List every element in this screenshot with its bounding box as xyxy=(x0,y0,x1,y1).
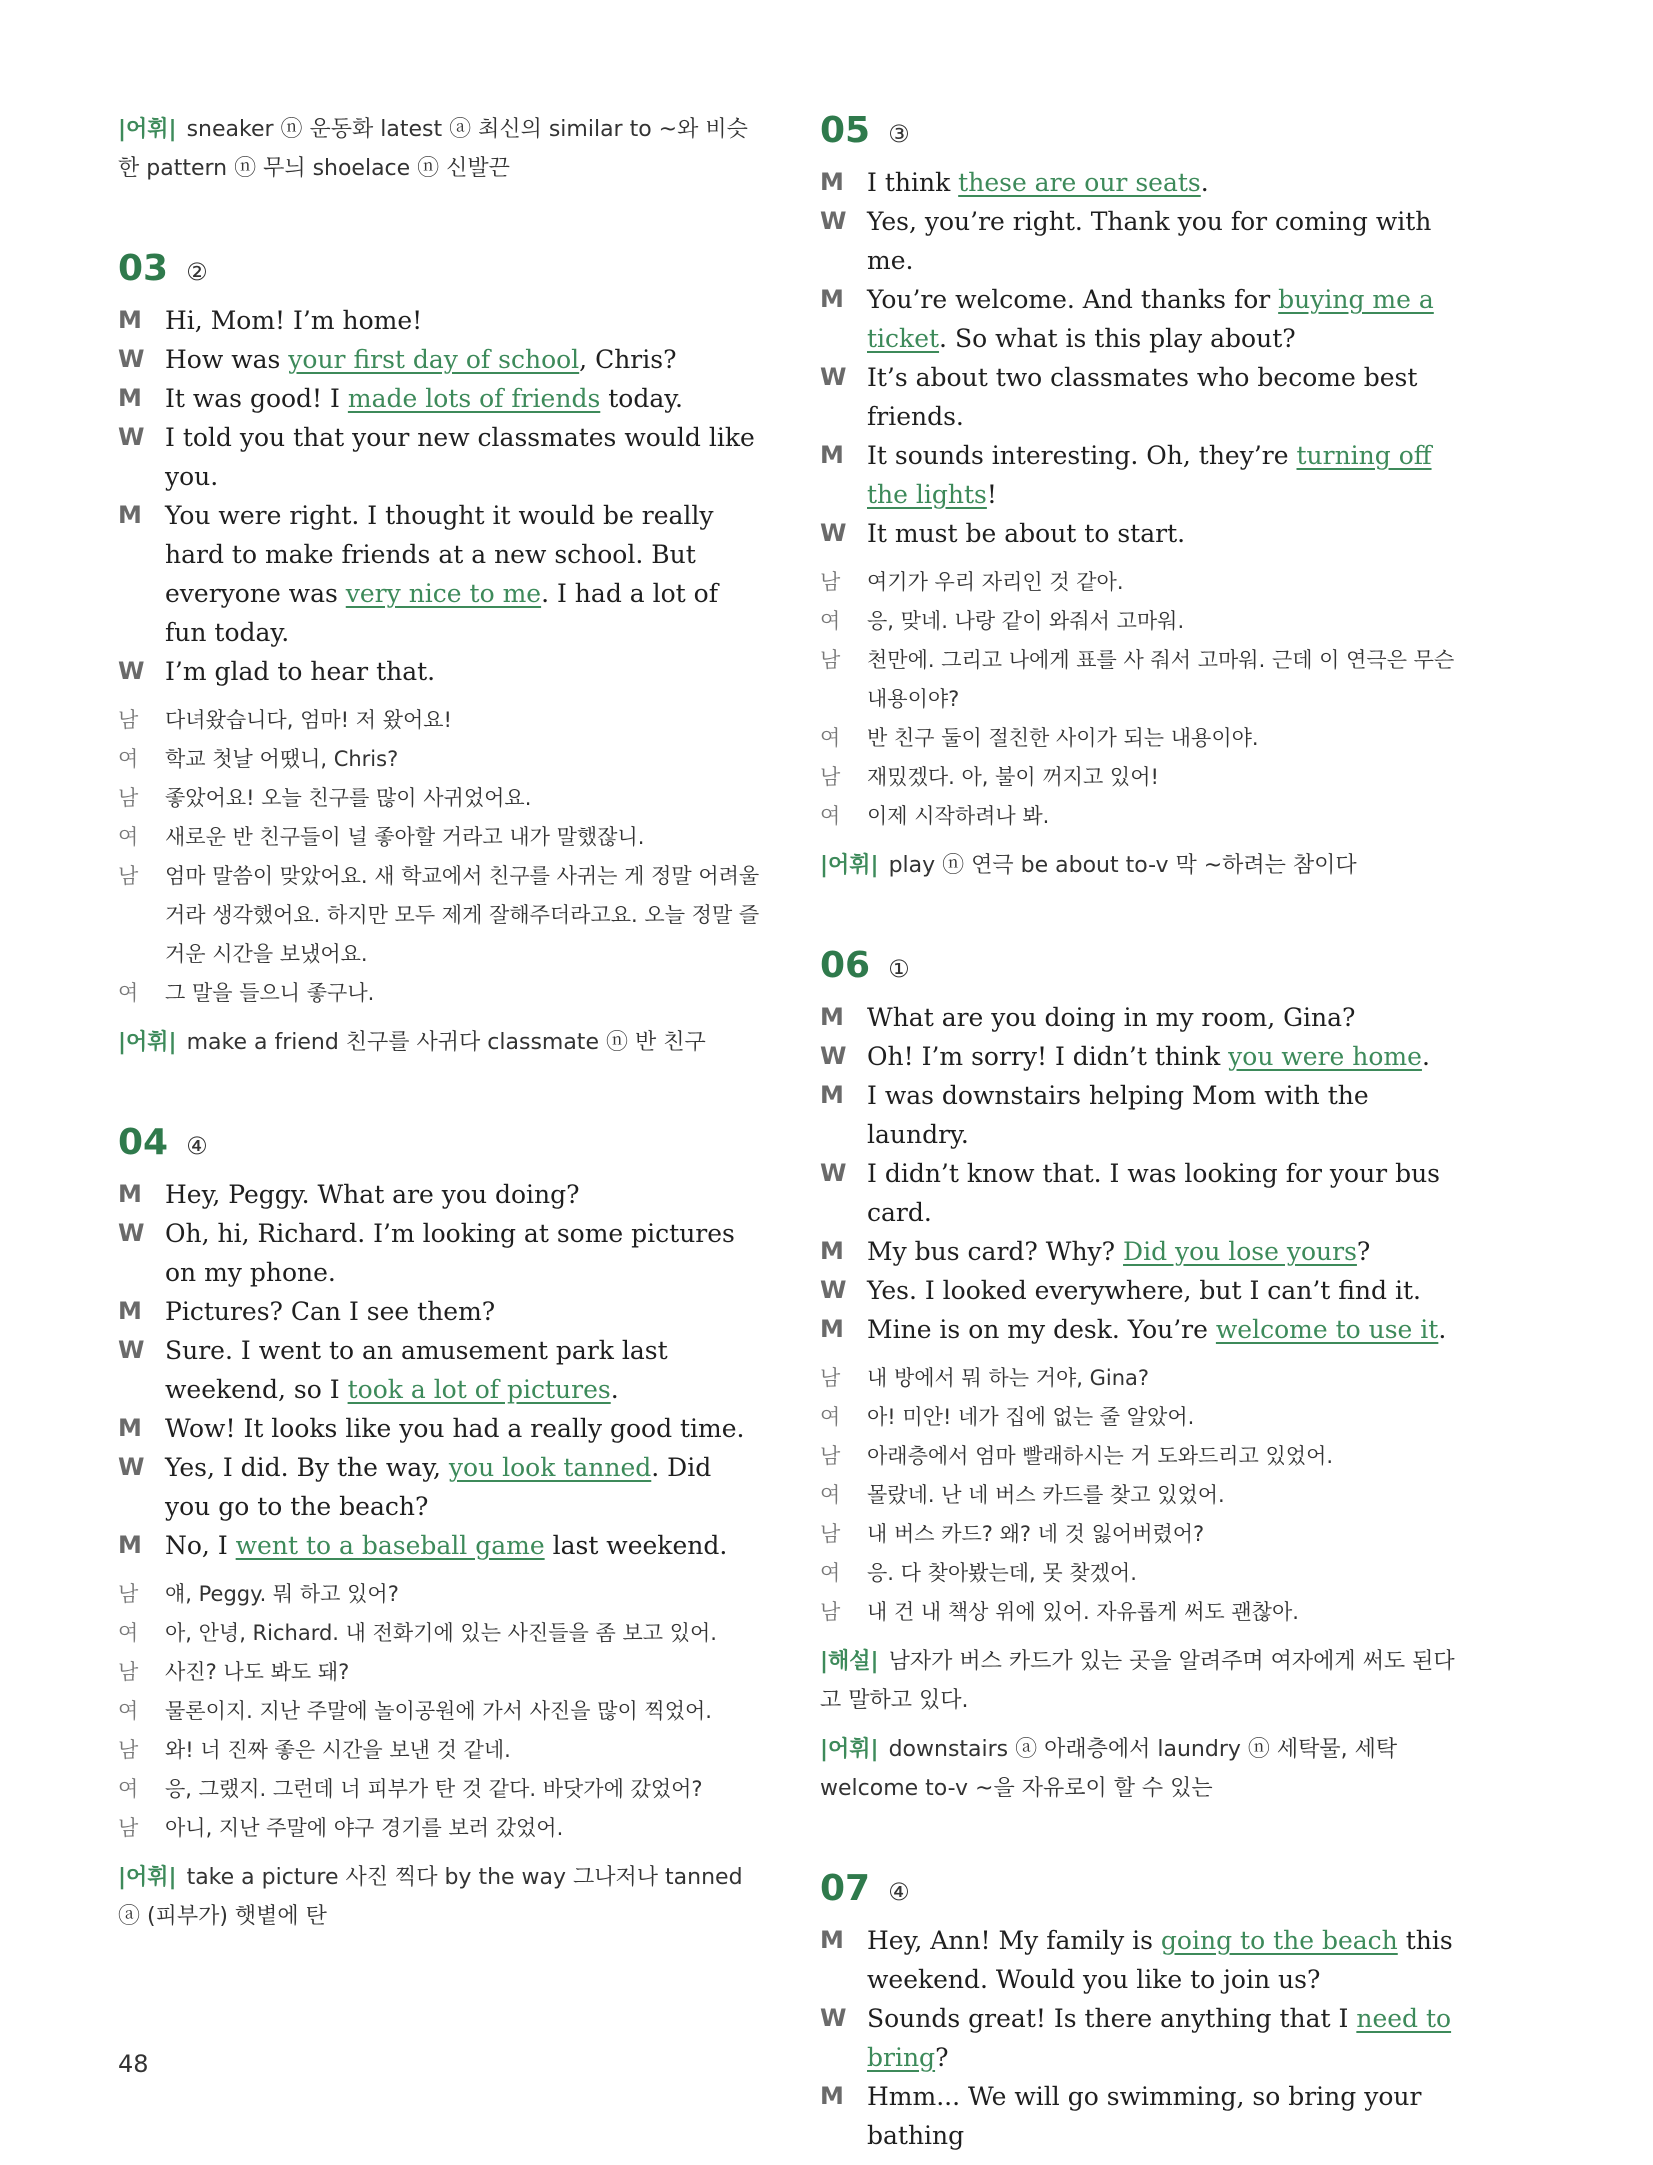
question-number: 05 xyxy=(820,110,871,151)
answer-mark: ④ xyxy=(888,1878,910,1906)
question-number: 06 xyxy=(820,945,871,986)
answer-highlight: going to the beach xyxy=(1160,1926,1398,1955)
korean-translation: 남 내 방에서 뭐 하는 거야, Gina? 여 아! 미안! 네가 집에 없는 줄 알았어. 남 아래층에서 엄마 빨래하시는 거 도와드리고 있었어. 여 몰랐네. 난 네 버스 카드를 찾고 있었어. 남 내 버스 카드? 왜? 네 것 잃어버렸어? 여 응. 다 찾아봤는데, 못 찾겠어. 남 내 건 내 책상 위에 있어. 자유롭게 써도 괜찮아. xyxy=(820,1366,1334,1624)
dialogue-line: W Yes. I looked everywhere, but I can’t find it. xyxy=(820,1276,1421,1305)
answer-highlight: buying me a ticket xyxy=(867,285,1434,353)
dialogue-line: M Hmm... We will go swimming, so bring your bathing xyxy=(820,2082,1422,2150)
dialogue-line: W It must be about to start. xyxy=(820,519,1186,548)
answer-highlight: you look tanned xyxy=(448,1453,652,1482)
answer-mark: ① xyxy=(888,955,910,983)
dialogue-line: M I think these are our seats. xyxy=(820,168,1209,197)
dialogue-line: W How was your first day of school, Chris? xyxy=(118,345,677,374)
answer-highlight: made lots of friends xyxy=(347,384,601,413)
dialogue-line: M My bus card? Why? Did you lose yours? xyxy=(820,1237,1371,1266)
dialogue-line: M You were right. I thought it would be really hard to make friends at a new school. But everyone was very nice to me. I had a lot of fun today. xyxy=(118,501,718,647)
dialogue-line: W It’s about two classmates who become best friends. xyxy=(820,363,1418,431)
section-header xyxy=(118,248,763,289)
dialogue-line: W Yes, you’re right. Thank you for coming with me. xyxy=(820,207,1432,275)
section-05 xyxy=(820,110,1470,885)
vocab-note: |어휘| downstairs ⓐ 아래층에서 laundry ⓝ 세탁물, 세탁 welcome to-v ~을 자유로이 할 수 있는 xyxy=(820,1737,1398,1801)
question-number: 04 xyxy=(118,1122,169,1163)
dialogue-line: W Oh, hi, Richard. I’m looking at some pictures on my phone. xyxy=(118,1219,735,1287)
dialogue-line: M What are you doing in my room, Gina? xyxy=(820,1003,1356,1032)
answer-mark: ② xyxy=(186,258,208,286)
dialogue-line: M Hey, Peggy. What are you doing? xyxy=(118,1180,580,1209)
vocab-note: |어휘| make a friend 친구를 사귀다 classmate ⓝ 반 친구 xyxy=(118,1030,706,1055)
dialogue-line: W Yes, I did. By the way, you look tanned. Did you go to the beach? xyxy=(118,1453,712,1521)
section-header xyxy=(820,945,1470,986)
answer-highlight: you were home xyxy=(1228,1042,1422,1071)
vocab-note: |어휘| play ⓝ 연극 be about to-v 막 ~하려는 참이다 xyxy=(820,853,1357,878)
right-column xyxy=(820,110,1470,2155)
answer-highlight: took a lot of pictures xyxy=(347,1375,611,1404)
section-header xyxy=(118,1122,763,1163)
vocab-note: |어휘| take a picture 사진 찍다 by the way 그나저나 tanned ⓐ (피부가) 햇볕에 탄 xyxy=(118,1865,743,1929)
dialogue-line: M Mine is on my desk. You’re welcome to use it. xyxy=(820,1315,1447,1344)
answer-highlight: went to a baseball game xyxy=(235,1531,545,1560)
answer-highlight: turning off the lights xyxy=(867,441,1432,509)
answer-highlight: very nice to me xyxy=(345,579,542,608)
section-header xyxy=(820,110,1470,151)
dialogue-line: M It was good! I made lots of friends today. xyxy=(118,384,683,413)
dialogue-line: W I told you that your new classmates would like you. xyxy=(118,423,755,491)
section-07 xyxy=(820,1868,1470,2155)
answer-highlight: welcome to use it xyxy=(1215,1315,1439,1344)
dialogue-line: M I was downstairs helping Mom with the laundry. xyxy=(820,1081,1369,1149)
dialogue-line: M It sounds interesting. Oh, they’re turning off the lights! xyxy=(820,441,1432,509)
vocab-note-02: |어휘| sneaker ⓝ 운동화 latest ⓐ 최신의 similar to ~와 비슷한 pattern ⓝ 무늬 shoelace ⓝ 신발끈 xyxy=(118,117,748,181)
section-04 xyxy=(118,1122,763,1936)
dialogue-line: M Pictures? Can I see them? xyxy=(118,1297,496,1326)
answer-highlight: your first day of school xyxy=(288,345,580,374)
section-header xyxy=(820,1868,1470,1909)
answer-highlight: need to bring xyxy=(867,2004,1452,2072)
answer-highlight: these are our seats xyxy=(958,168,1201,197)
answer-highlight: Did you lose yours xyxy=(1123,1237,1357,1266)
dialogue-line: W Sounds great! Is there anything that I need to bring? xyxy=(820,2004,1452,2072)
answer-mark: ④ xyxy=(186,1132,208,1160)
dialogue-line: M Hi, Mom! I’m home! xyxy=(118,306,423,335)
question-number: 07 xyxy=(820,1868,871,1909)
section-06 xyxy=(820,945,1470,1808)
dialogue-line: M No, I went to a baseball game last weekend. xyxy=(118,1531,728,1560)
dialogue-line: W I didn’t know that. I was looking for your bus card. xyxy=(820,1159,1441,1227)
dialogue-line: W I’m glad to hear that. xyxy=(118,657,436,686)
dialogue-line: M You’re welcome. And thanks for buying me a ticket. So what is this play about? xyxy=(820,285,1434,353)
question-number: 03 xyxy=(118,248,169,289)
explanation-note: |해설| 남자가 버스 카드가 있는 곳을 알려주며 여자에게 써도 된다고 말하고 있다. xyxy=(820,1649,1455,1713)
answer-mark: ③ xyxy=(888,120,910,148)
korean-translation: 남 다녀왔습니다, 엄마! 저 왔어요! 여 학교 첫날 어땠니, Chris? 남 좋았어요! 오늘 친구를 많이 사귀었어요. 여 새로운 반 친구들이 널 좋아할 거라고 내가 말했잖니. 남 엄마 말씀이 맞았어요. 새 학교에서 친구를 사귀는 게 정말 어려울 거라 생각했어요. 하지만 모두 제게 잘해주더라고요. 오늘 정말 즐거운 시간을 보냈어요. 여 그 말을 들으니 좋구나. xyxy=(118,708,760,1005)
korean-translation: 남 얘, Peggy. 뭐 하고 있어? 여 아, 안녕, Richard. 내 전화기에 있는 사진들을 좀 보고 있어. 남 사진? 나도 봐도 돼? 여 물론이지. 지난 주말에 놀이공원에 가서 사진을 많이 찍었어. 남 와! 너 진짜 좋은 시간을 보낸 것 같네. 여 응, 그랬지. 그런데 너 피부가 탄 것 같다. 바닷가에 갔었어? 남 아니, 지난 주말에 야구 경기를 보러 갔었어. xyxy=(118,1582,717,1840)
left-column xyxy=(118,110,763,1936)
korean-translation: 남 여기가 우리 자리인 것 같아. 여 응, 맞네. 나랑 같이 와줘서 고마워. 남 천만에. 그리고 나에게 표를 사 줘서 고마워. 근데 이 연극은 무슨 내용이야? 여 반 친구 둘이 절친한 사이가 되는 내용이야. 남 재밌겠다. 아, 불이 꺼지고 있어! 여 이제 시작하려나 봐. xyxy=(820,570,1455,828)
page-number: 48 xyxy=(118,2050,149,2078)
dialogue-line: M Hey, Ann! My family is going to the beach this weekend. Would you like to join us? xyxy=(820,1926,1453,1994)
dialogue-line: W Oh! I’m sorry! I didn’t think you were home. xyxy=(820,1042,1430,1071)
section-03 xyxy=(118,248,763,1062)
dialogue-line: W Sure. I went to an amusement park last weekend, so I took a lot of pictures. xyxy=(118,1336,668,1404)
dialogue-line: M Wow! It looks like you had a really good time. xyxy=(118,1414,745,1443)
